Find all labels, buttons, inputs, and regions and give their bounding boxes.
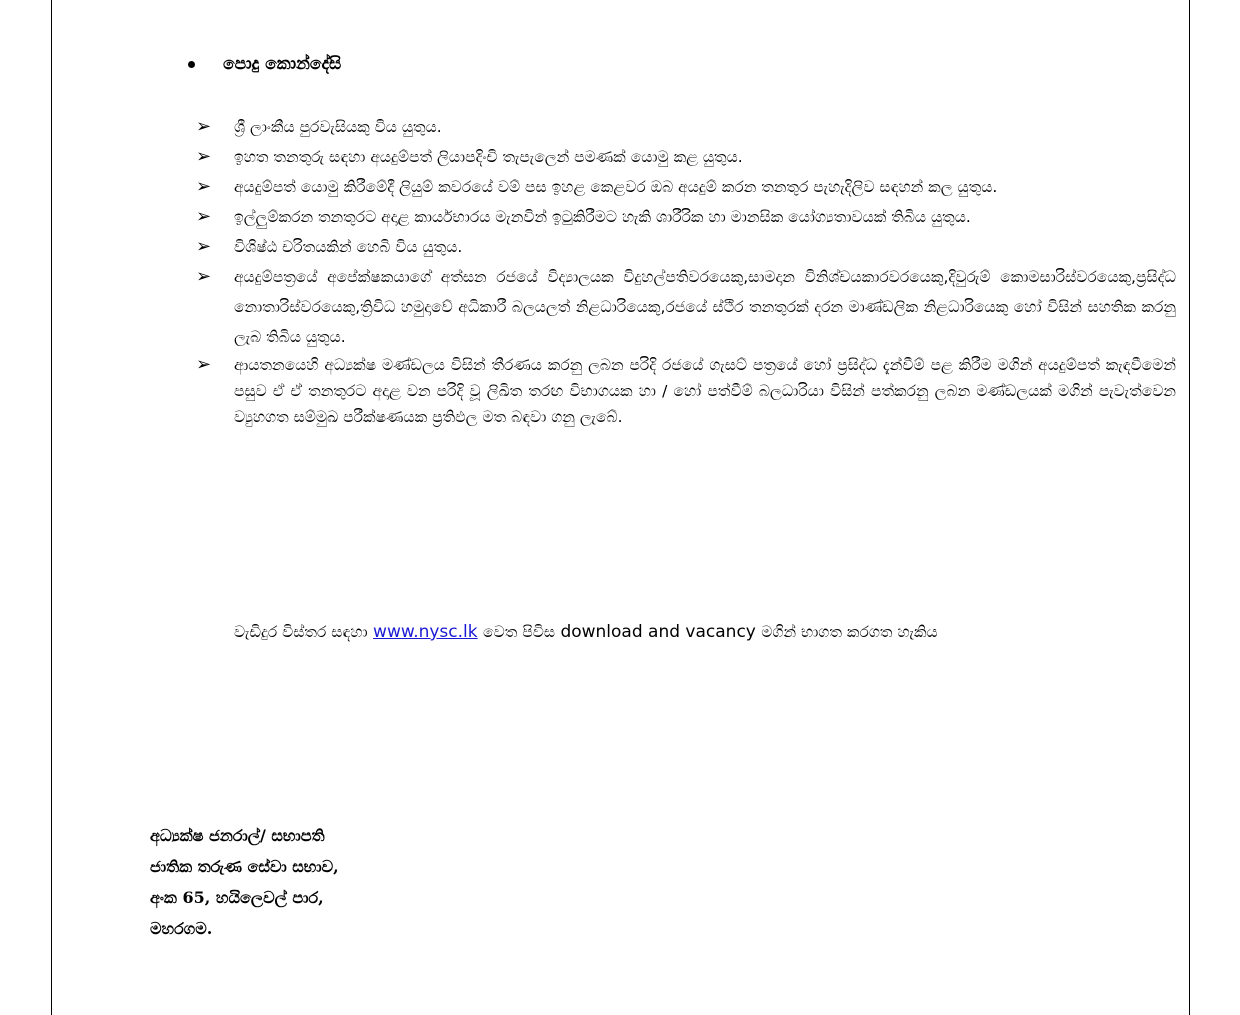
requirement-item — [196, 232, 1176, 262]
arrow-bullet-icon: ➢ — [196, 354, 212, 375]
arrow-bullet-icon: ➢ — [196, 206, 212, 227]
arrow-bullet-icon: ➢ — [196, 266, 212, 287]
page-border-right — [1189, 0, 1190, 1015]
bullet-dot-icon — [188, 61, 195, 68]
arrow-bullet-icon: ➢ — [196, 236, 212, 257]
more-info-middle: වෙත පිවිස — [483, 623, 556, 641]
requirement-text: ශ්‍රී ලාංකීය පුරවැසියකු විය යුතුය. — [234, 118, 442, 136]
page-border-left — [51, 0, 52, 1015]
requirement-text: අයදුම්පත් යොමු කිරීමේදී ලියුම් කවරයේ වම් පස ඉහළ කෙළවර ඔබ අයදුම් කරන තනතුර පැහැදිලිව සඳහන් කල යුතුය. — [234, 178, 998, 196]
arrow-bullet-icon: ➢ — [196, 146, 212, 167]
requirement-text: ඉහත තනතුරු සඳහා අයදුම්පත් ලියාපදිංචි තැපැලෙන් පමණක් යොමු කළ යුතුය. — [234, 148, 743, 166]
requirement-item — [196, 112, 1176, 142]
requirements-list — [196, 112, 1176, 430]
more-info-prefix: වැඩිදුර විස්තර සඳහා — [234, 623, 368, 641]
signature-title: අධ්‍යක්ෂ ජනරාල්/ සභාපති — [150, 826, 325, 845]
signature-organization: ජාතික තරුණ සේවා සභාව, — [150, 857, 339, 876]
signature-block — [150, 820, 339, 944]
requirement-item — [196, 262, 1176, 352]
arrow-bullet-icon: ➢ — [196, 116, 212, 137]
website-link[interactable]: www.nysc.lk — [373, 622, 478, 642]
requirement-item — [196, 172, 1176, 202]
signature-address: අංක 65, හයිලෙවල් පාර, — [150, 888, 324, 907]
more-info-download-text: download and vacancy — [560, 622, 756, 642]
requirement-text: ඉල්ලුම්කරන තනතුරට අදාළ කාර්යභාරය මැනවින් ඉටුකිරීමට හැකි ශාරීරික හා මානසික යෝග්‍යතාවයක් තිබිය යුතුය. — [234, 208, 971, 226]
signature-city: මහරගම. — [150, 919, 213, 938]
requirement-item — [196, 352, 1176, 430]
requirement-text: ආයතනයෙහි අධ්‍යක්ෂ මණ්ඩලය විසින් තීරණය කරනු ලබන පරිදි රජයේ ගැසට් පත්‍රයේ හෝ ප්‍රසිද්ධ දැන්වීම් පළ කිරීම මගින් අයදුම්පත් කැඳවීමෙන් පසුව ඒ ඒ තනතුරට අදාළ වන පරිදි වූ ලිඛිත තරඟ විභාගයක හා / හෝ පත්වීම් බලධාරියා විසින් පත්කරනු ලබන මණ්ඩලයක් මගින් පැවැත්වෙන ව්‍යුහගත සම්මුඛ පරීක්ෂණයක ප්‍රතිඵල මත බඳවා ගනු ලැබේ. — [234, 356, 1176, 426]
arrow-bullet-icon: ➢ — [196, 176, 212, 197]
requirement-text: විශිෂ්ඨ චරිතයකින් හෙබි විය යුතුය. — [234, 238, 463, 256]
more-info-line — [234, 620, 938, 644]
requirement-item — [196, 142, 1176, 172]
requirement-text: අයදුම්පත්‍රයේ අපේක්ෂකයාගේ අත්සන රජයේ විද්‍යාලයක විදුහල්පතිවරයෙකු,සාමදාන විනිශ්චයකාරවරයෙකු,දිවුරුම් කොමසාරිස්වරයෙකු,ප්‍රසිද්ධ නොතාරිස්වරයෙකු,ත්‍රිවිධ හමුදාවේ අධිකාරී බලයලත් නිළධාරියෙකු,රජයේ ස්ථිර තනතුරක් දරන මාණ්ඩලික නිළධාරියෙකු හෝ විසින් සහතික කරනු ලැබ තිබිය යුතුය. — [234, 268, 1176, 346]
section-heading-text: පොදු කොන්දේසි — [223, 54, 342, 74]
requirement-item — [196, 202, 1176, 232]
section-heading — [185, 54, 341, 74]
more-info-suffix: මගින් භාගත කරගත හැකිය — [761, 623, 938, 641]
